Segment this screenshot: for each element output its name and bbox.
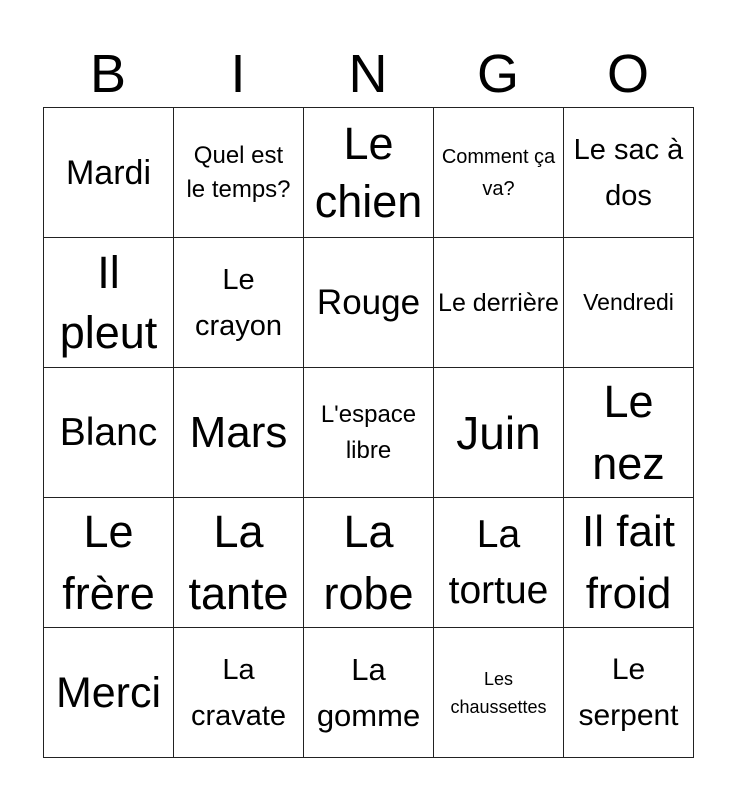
cell-text: Merci (55, 668, 162, 717)
cell-text: Le sac à dos (573, 133, 684, 212)
bingo-cell[interactable] (304, 108, 434, 238)
bingo-cell[interactable] (564, 108, 694, 238)
bingo-cell[interactable] (174, 498, 304, 628)
bingo-header (43, 44, 693, 104)
cell-text: La gomme (316, 651, 421, 733)
cell-text: Quel est le temps? (186, 141, 291, 203)
cell-text: Les chaussettes (450, 668, 547, 717)
bingo-cell[interactable] (304, 498, 434, 628)
bingo-cell[interactable] (44, 368, 174, 498)
cell-text: La tortue (448, 512, 549, 612)
bingo-cell[interactable] (304, 628, 434, 758)
bingo-cell[interactable] (564, 238, 694, 368)
bingo-cell[interactable] (174, 108, 304, 238)
header-letter-g: G (476, 44, 519, 104)
cell-text: La robe (323, 505, 414, 619)
bingo-cell[interactable] (44, 498, 174, 628)
bingo-cell[interactable] (434, 498, 564, 628)
bingo-cell[interactable] (44, 108, 174, 238)
header-letter-o: O (606, 44, 649, 104)
header-letter-n: N (348, 44, 388, 104)
bingo-board (43, 107, 694, 758)
cell-text: Juin (456, 406, 541, 459)
cell-text: Vendredi (583, 289, 674, 315)
cell-text: Mars (189, 407, 288, 457)
bingo-cell[interactable] (564, 628, 694, 758)
cell-text: La tante (188, 505, 289, 619)
bingo-cell[interactable] (304, 238, 434, 368)
bingo-cell[interactable] (174, 368, 304, 498)
bingo-cell[interactable] (434, 368, 564, 498)
cell-text: Le frère (62, 505, 155, 619)
cell-text: La cravate (190, 653, 287, 732)
cell-text: Le nez (592, 375, 665, 489)
cell-text: Mardi (65, 153, 152, 192)
bingo-cell[interactable] (174, 628, 304, 758)
bingo-cell[interactable] (564, 498, 694, 628)
bingo-cell[interactable] (174, 238, 304, 368)
bingo-cell[interactable] (564, 368, 694, 498)
cell-text: Le serpent (578, 652, 679, 732)
cell-text: L'espace libre (320, 400, 417, 464)
bingo-cell[interactable] (434, 238, 564, 368)
bingo-cell[interactable] (434, 628, 564, 758)
cell-text: Rouge (316, 282, 421, 322)
bingo-cell[interactable] (304, 368, 434, 498)
cell-text: Le crayon (194, 263, 283, 342)
bingo-cell[interactable] (44, 628, 174, 758)
cell-text: Il fait froid (582, 506, 675, 618)
cell-text: Blanc (59, 410, 158, 454)
cell-text: Le derrière (438, 288, 559, 317)
header-letter-b: B (89, 44, 127, 104)
bingo-cell[interactable] (434, 108, 564, 238)
cell-text: Comment ça va? (441, 145, 556, 200)
bingo-cell[interactable] (44, 238, 174, 368)
cell-text: Il pleut (59, 246, 158, 358)
cell-text: Le chien (314, 117, 423, 227)
header-letter-i: I (230, 44, 246, 104)
